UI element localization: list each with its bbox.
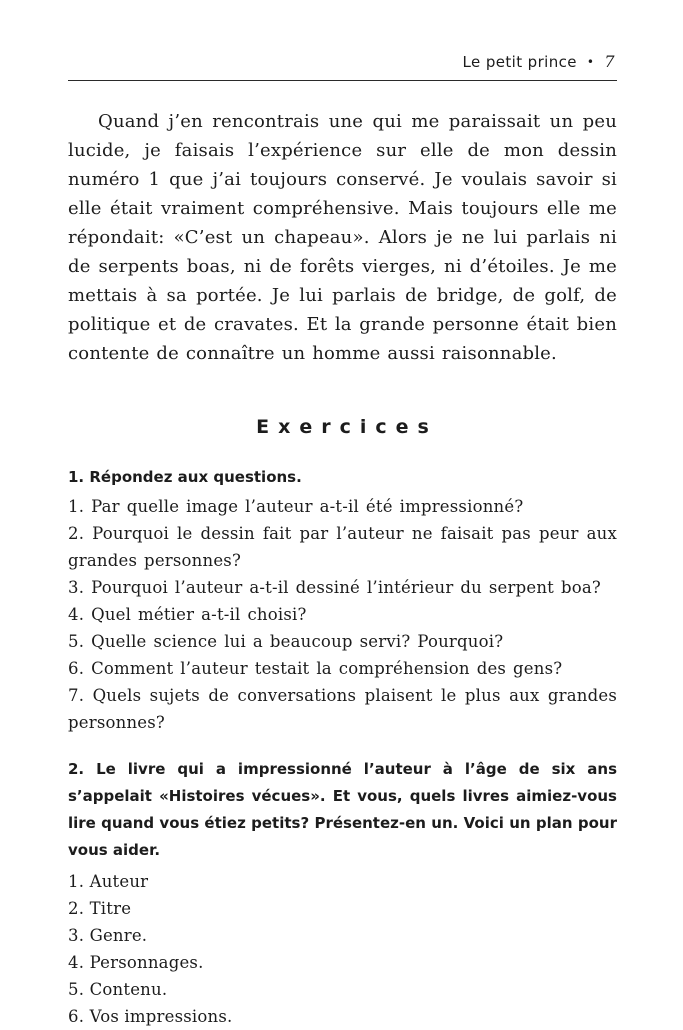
- question-item: 7. Quels sujets de conversations plaisent le plus aux grandes personnes?: [68, 686, 617, 732]
- plan-item: 4. Personnages.: [68, 953, 204, 972]
- question-item: 4. Quel métier a-t-il choisi?: [68, 605, 307, 624]
- question-item: 5. Quelle science lui a beaucoup servi? Pourquoi?: [68, 632, 504, 651]
- task1-title: 1. Répondez aux questions.: [68, 468, 302, 486]
- plan-item: 2. Titre: [68, 899, 132, 918]
- question-item: 6. Comment l’auteur testait la compréhension des gens?: [68, 659, 563, 678]
- plan-item: 3. Genre.: [68, 926, 148, 945]
- plan-item: 6. Vos impressions.: [68, 1007, 233, 1026]
- task2-title: 2. Le livre qui a impressionné l’auteur à l’âge de six ans s’appelait «Histoires vécues». Et vous, quels livres aimiez-vous lire quand vous étiez petits? Présentez-en un. Voici un plan pour vous aider.: [68, 760, 617, 859]
- question-item: 3. Pourquoi l’auteur a-t-il dessiné l’intérieur du serpent boa?: [68, 578, 601, 597]
- question-list: [68, 493, 617, 736]
- question-item: 2. Pourquoi le dessin fait par l’auteur ne faisait pas peur aux grandes personnes?: [68, 524, 617, 570]
- bullet-separator: •: [586, 55, 595, 69]
- exercises-heading: Exercices: [256, 416, 438, 438]
- plan-item: 1. Auteur: [68, 872, 149, 891]
- story-excerpt-paragraph: Quand j’en rencontrais une qui me paraissait un peu lucide, je faisais l’expérience sur elle de mon dessin numéro 1 que j’ai toujours conservé. Je voulais savoir si elle était vraiment compréhensive. Mais toujours elle me répondait: «C’est un chapeau». Alors je ne lui parlais ni de serpents boas, ni de forêts vierges, ni d’étoiles. Je me mettais à sa portée. Je lui parlais de bridge, de golf, de politique et de cravates. Et la grande personne était bien contente de connaître un homme aussi raisonnable.: [68, 111, 617, 364]
- running-head: [68, 52, 617, 81]
- plan-list: [68, 868, 617, 1030]
- book-title: Le petit prince: [462, 53, 577, 71]
- plan-item: 5. Contenu.: [68, 980, 168, 999]
- question-item: 1. Par quelle image l’auteur a-t-il été impressionné?: [68, 497, 524, 516]
- page-number: 7: [604, 52, 615, 71]
